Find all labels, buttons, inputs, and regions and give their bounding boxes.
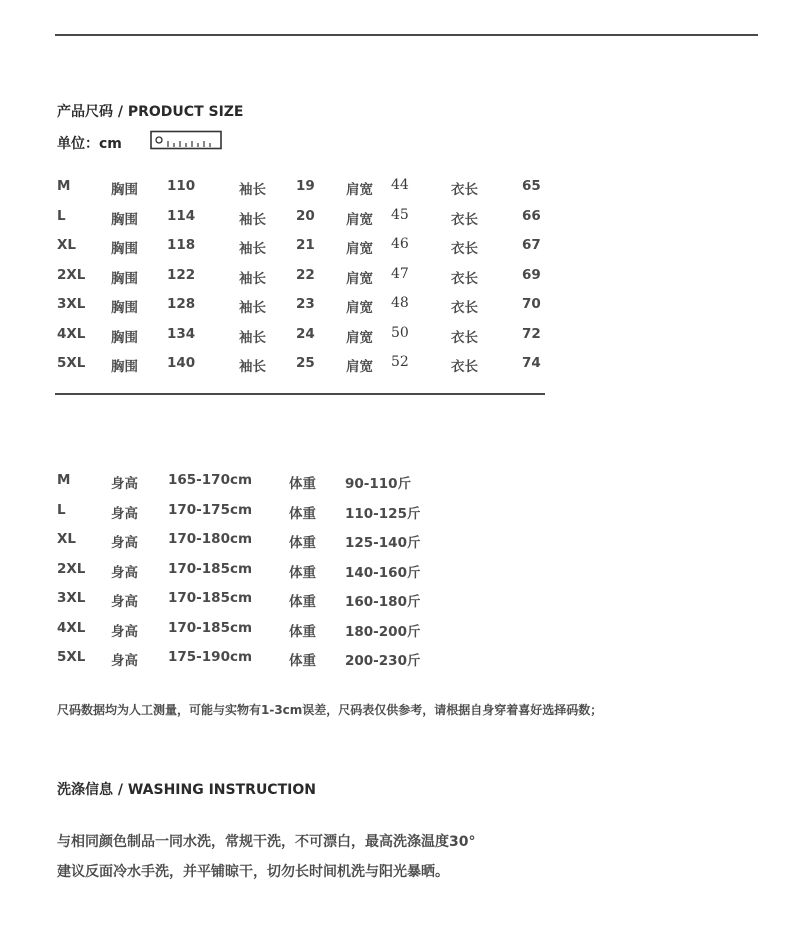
weight-label: 体重 bbox=[289, 623, 316, 640]
chest-label: 胸围 bbox=[111, 211, 138, 228]
top-divider bbox=[55, 34, 758, 36]
length-label: 衣长 bbox=[451, 270, 478, 287]
sleeve-label: 袖长 bbox=[239, 211, 266, 228]
height-value: 170-175cm bbox=[168, 501, 253, 518]
chest-value: 114 bbox=[167, 207, 196, 224]
height-value: 170-185cm bbox=[168, 619, 253, 636]
size-label: L bbox=[57, 501, 66, 518]
weight-value: 160-180斤 bbox=[345, 594, 421, 610]
size-label: 2XL bbox=[57, 560, 86, 577]
sleeve-value: 25 bbox=[296, 355, 315, 371]
table-divider bbox=[55, 393, 545, 395]
shoulder-label: 肩宽 bbox=[346, 270, 373, 287]
sleeve-value: 23 bbox=[296, 296, 315, 312]
weight-label: 体重 bbox=[289, 564, 316, 581]
chest-value: 140 bbox=[167, 355, 196, 371]
weight-label: 体重 bbox=[289, 535, 316, 551]
weight-value: 110-125斤 bbox=[345, 505, 421, 522]
weight-value: 140-160斤 bbox=[345, 564, 421, 581]
shoulder-label: 肩宽 bbox=[346, 300, 373, 316]
unit-label: 单位：cm bbox=[57, 136, 122, 152]
size-label: M bbox=[57, 178, 71, 194]
size-label: 5XL bbox=[57, 649, 86, 665]
length-value: 74 bbox=[522, 355, 541, 371]
shoulder-value: 52 bbox=[391, 354, 409, 370]
size-label: XL bbox=[57, 531, 77, 547]
shoulder-label: 肩宽 bbox=[346, 211, 373, 228]
height-label: 身高 bbox=[111, 505, 138, 522]
chest-label: 胸围 bbox=[111, 270, 138, 287]
chest-value: 134 bbox=[167, 325, 196, 342]
shoulder-value: 45 bbox=[391, 206, 409, 223]
size-label: 3XL bbox=[57, 296, 86, 312]
sleeve-value: 24 bbox=[296, 325, 315, 342]
weight-value: 125-140斤 bbox=[345, 535, 421, 551]
height-value: 165-170cm bbox=[168, 472, 253, 488]
size-label: 4XL bbox=[57, 619, 86, 636]
sleeve-label: 袖长 bbox=[239, 270, 266, 287]
washing-heading: 洗涤信息 / WASHING INSTRUCTION bbox=[57, 782, 316, 798]
size-label: XL bbox=[57, 237, 77, 253]
length-label: 衣长 bbox=[451, 241, 478, 257]
shoulder-value: 47 bbox=[391, 265, 409, 282]
sleeve-label: 袖长 bbox=[239, 359, 266, 375]
washing-line: 建议反面冷水手洗，并平铺晾干，切勿长时间机洗与阳光暴晒。 bbox=[57, 864, 449, 880]
product-size-heading: 产品尺码 / PRODUCT SIZE bbox=[57, 104, 244, 120]
washing-line: 与相同颜色制品一同水洗，常规干洗，不可漂白，最高洗涤温度30° bbox=[57, 834, 476, 850]
height-label: 身高 bbox=[111, 594, 138, 610]
length-label: 衣长 bbox=[451, 211, 478, 228]
weight-label: 体重 bbox=[289, 653, 316, 669]
sleeve-label: 袖长 bbox=[239, 241, 266, 257]
chest-label: 胸围 bbox=[111, 300, 138, 316]
ruler-icon bbox=[150, 130, 222, 150]
sleeve-label: 袖长 bbox=[239, 329, 266, 346]
height-label: 身高 bbox=[111, 535, 138, 551]
shoulder-value: 46 bbox=[391, 236, 409, 252]
sleeve-label: 袖长 bbox=[239, 300, 266, 316]
chest-value: 128 bbox=[167, 296, 196, 312]
chest-label: 胸围 bbox=[111, 359, 138, 375]
weight-value: 200-230斤 bbox=[345, 653, 421, 669]
shoulder-label: 肩宽 bbox=[346, 359, 373, 375]
length-value: 69 bbox=[522, 266, 541, 283]
chest-value: 122 bbox=[167, 266, 196, 283]
chest-label: 胸围 bbox=[111, 329, 138, 346]
shoulder-value: 44 bbox=[391, 177, 409, 193]
chest-value: 118 bbox=[167, 237, 196, 253]
sleeve-value: 20 bbox=[296, 207, 315, 224]
shoulder-label: 肩宽 bbox=[346, 329, 373, 346]
height-value: 170-180cm bbox=[168, 531, 253, 547]
chest-label: 胸围 bbox=[111, 241, 138, 257]
size-label: 2XL bbox=[57, 266, 86, 283]
height-value: 175-190cm bbox=[168, 649, 253, 665]
sleeve-value: 19 bbox=[296, 178, 315, 194]
shoulder-label: 肩宽 bbox=[346, 241, 373, 257]
height-value: 170-185cm bbox=[168, 560, 253, 577]
length-value: 67 bbox=[522, 237, 541, 253]
measurement-note: 尺码数据均为人工测量，可能与实物有1-3cm误差，尺码表仅供参考，请根据自身穿着喜好选择码数； bbox=[57, 703, 603, 717]
length-label: 衣长 bbox=[451, 300, 478, 316]
size-label: 4XL bbox=[57, 325, 86, 342]
height-label: 身高 bbox=[111, 476, 138, 492]
chest-label: 胸围 bbox=[111, 182, 138, 198]
sleeve-value: 22 bbox=[296, 266, 315, 283]
length-value: 70 bbox=[522, 296, 541, 312]
length-label: 衣长 bbox=[451, 359, 478, 375]
length-value: 72 bbox=[522, 325, 541, 342]
weight-label: 体重 bbox=[289, 505, 316, 522]
size-label: 5XL bbox=[57, 355, 86, 371]
sleeve-label: 袖长 bbox=[239, 182, 266, 198]
weight-label: 体重 bbox=[289, 594, 316, 610]
height-label: 身高 bbox=[111, 623, 138, 640]
size-label: 3XL bbox=[57, 590, 86, 606]
length-value: 66 bbox=[522, 207, 541, 224]
length-label: 衣长 bbox=[451, 329, 478, 346]
height-label: 身高 bbox=[111, 653, 138, 669]
chest-value: 110 bbox=[167, 178, 196, 194]
size-label: M bbox=[57, 472, 71, 488]
shoulder-value: 50 bbox=[391, 324, 409, 341]
height-label: 身高 bbox=[111, 564, 138, 581]
weight-label: 体重 bbox=[289, 476, 316, 492]
shoulder-value: 48 bbox=[391, 295, 409, 311]
shoulder-label: 肩宽 bbox=[346, 182, 373, 198]
weight-value: 90-110斤 bbox=[345, 476, 412, 492]
length-value: 65 bbox=[522, 178, 541, 194]
size-label: L bbox=[57, 207, 66, 224]
weight-value: 180-200斤 bbox=[345, 623, 421, 640]
length-label: 衣长 bbox=[451, 182, 478, 198]
height-value: 170-185cm bbox=[168, 590, 253, 606]
sleeve-value: 21 bbox=[296, 237, 315, 253]
